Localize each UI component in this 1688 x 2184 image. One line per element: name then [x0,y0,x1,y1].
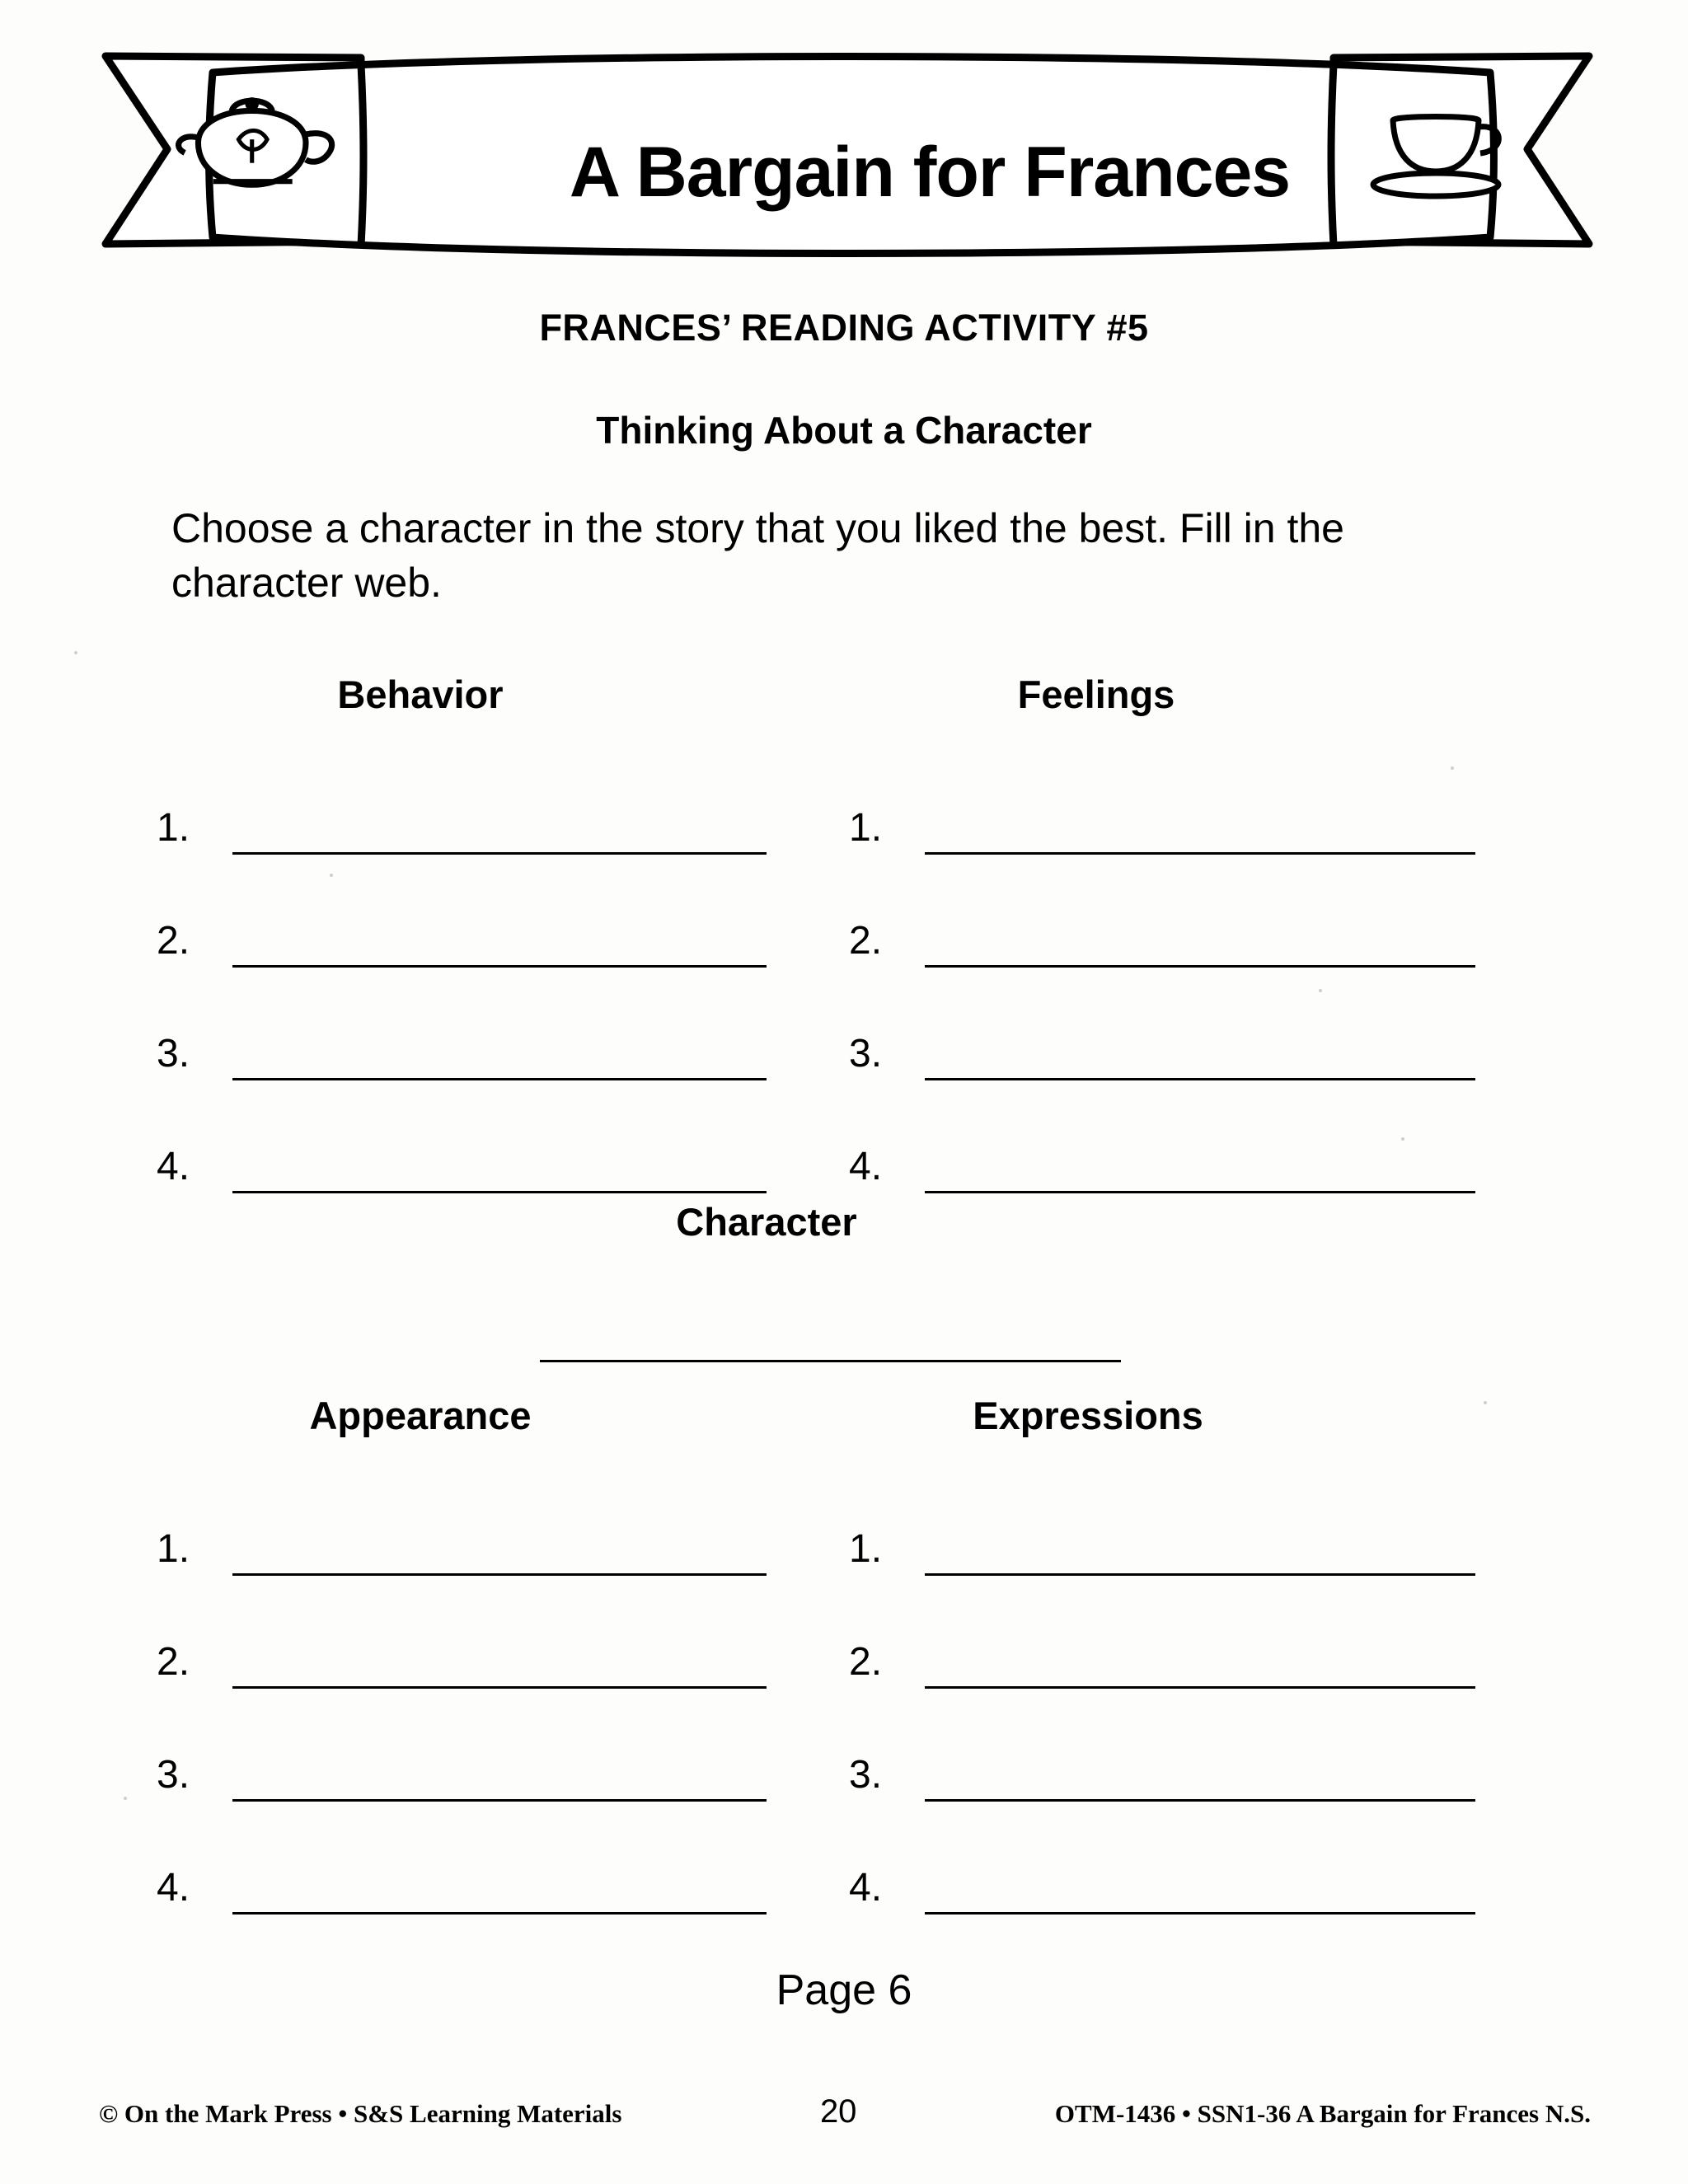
item-number: 1. [157,806,190,850]
answer-line-feelings-1[interactable] [925,801,1475,855]
list-item [849,1802,1475,1915]
answer-line-expressions-2[interactable] [925,1635,1475,1689]
list-item [849,1080,1475,1193]
item-number: 4. [157,1866,190,1910]
answer-line-feelings-3[interactable] [925,1027,1475,1080]
activity-subtitle: Thinking About a Character [596,409,1092,452]
expressions-answer-group [849,1463,1475,1915]
answer-line-expressions-4[interactable] [925,1861,1475,1915]
section-heading-appearance: Appearance [309,1394,532,1437]
item-number: 3. [157,1032,190,1076]
answer-line-character[interactable] [540,1286,1121,1362]
item-number: 3. [849,1753,883,1797]
item-number: 2. [849,1640,883,1684]
item-number: 4. [157,1145,190,1188]
footer-page-number: 20 [819,2093,857,2130]
item-number: 3. [849,1032,883,1076]
list-item [157,1080,767,1193]
section-heading-feelings: Feelings [1017,673,1175,716]
item-number: 4. [849,1866,883,1910]
section-heading-expressions: Expressions [973,1394,1203,1437]
list-item [849,1463,1475,1576]
answer-line-appearance-2[interactable] [232,1635,767,1689]
list-item [849,1576,1475,1689]
behavior-answer-group [157,742,767,1193]
section-heading-behavior: Behavior [337,673,504,716]
answer-line-appearance-1[interactable] [232,1522,767,1576]
list-item [849,1689,1475,1802]
page-footer [99,2093,1591,2130]
list-item [157,1576,767,1689]
list-item [157,968,767,1080]
item-number: 3. [157,1753,190,1797]
footer-copyright: © On the Mark Press • S&S Learning Materials [99,2099,622,2128]
list-item [157,1463,767,1576]
item-number: 2. [157,1640,190,1684]
answer-line-expressions-3[interactable] [925,1748,1475,1802]
answer-line-behavior-4[interactable] [232,1140,767,1193]
page-marker: Page 6 [776,1966,912,2014]
item-number: 1. [849,1527,883,1571]
page-title: A Bargain for Frances [569,133,1291,212]
list-item [849,855,1475,968]
footer-product-code: OTM-1436 • SSN1-36 A Bargain for Frances N.S. [1054,2099,1591,2128]
item-number: 1. [849,806,883,850]
answer-line-appearance-3[interactable] [232,1748,767,1802]
answer-line-behavior-3[interactable] [232,1027,767,1080]
activity-heading: FRANCES’ READING ACTIVITY #5 [539,307,1149,349]
appearance-answer-group [157,1463,767,1915]
item-number: 1. [157,1527,190,1571]
list-item [157,742,767,855]
item-number: 4. [849,1145,883,1188]
answer-line-behavior-2[interactable] [232,914,767,968]
instructions-text: Choose a character in the story that you liked the best. Fill in the character web. [171,505,1344,606]
item-number: 2. [157,919,190,963]
answer-line-behavior-1[interactable] [232,801,767,855]
answer-line-feelings-4[interactable] [925,1140,1475,1193]
answer-line-feelings-2[interactable] [925,914,1475,968]
list-item [157,1689,767,1802]
answer-line-appearance-4[interactable] [232,1861,767,1915]
section-heading-character: Character [676,1200,857,1244]
feelings-answer-group [849,742,1475,1193]
list-item [157,1802,767,1915]
list-item [849,968,1475,1080]
title-banner [89,40,1606,270]
list-item [157,855,767,968]
list-item [849,742,1475,855]
answer-line-expressions-1[interactable] [925,1522,1475,1576]
item-number: 2. [849,919,883,963]
